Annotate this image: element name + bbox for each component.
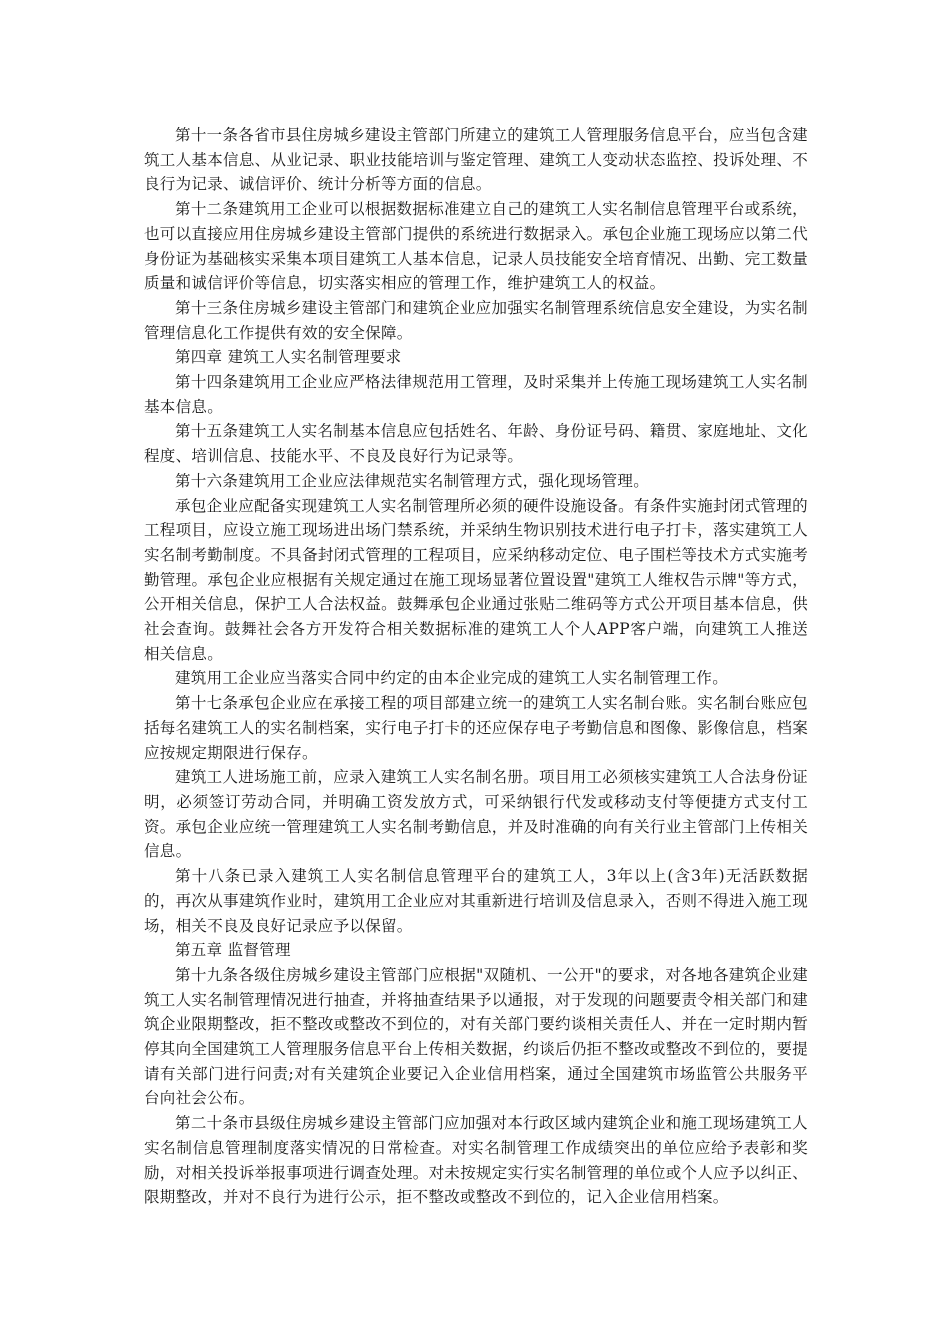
- article-16-paragraph-2: 承包企业应配备实现建筑工人实名制管理所必须的硬件设施设备。有条件实施封闭式管理的工程项目，应设立施工现场进出场门禁系统，并采纳生物识别技术进行电子打卡，落实建筑工人实名制考勤制度。不具备封闭式管理的工程项目，应采纳移动定位、电子围栏等技术方式实施考勤管理。承包企业应根据有关规定通过在施工现场显著位置设置"建筑工人维权告示牌"等方式，公开相关信息，保护工人合法权益。鼓舞承包企业通过张贴二维码等方式公开项目基本信息，供社会查询。鼓舞社会各方开发符合相关数据标准的建筑工人个人APP客户端，向建筑工人推送相关信息。: [144, 496, 808, 663]
- article-15: 第十五条建筑工人实名制基本信息应包括姓名、年龄、身份证号码、籍贯、家庭地址、文化程度、培训信息、技能水平、不良及良好行为记录等。: [144, 422, 808, 466]
- chapter-5-heading: 第五章 监督管理: [175, 941, 291, 960]
- article-13: 第十三条住房城乡建设主管部门和建筑企业应加强实名制管理系统信息安全建设，为实名制管理信息化工作提供有效的安全保障。: [144, 298, 808, 342]
- article-19: 第十九条各级住房城乡建设主管部门应根据"双随机、一公开"的要求，对各地各建筑企业建筑工人实名制管理情况进行抽查，并将抽查结果予以通报，对于发现的问题要责令相关部门和建筑企业限期整改，拒不整改或整改不到位的，对有关部门要约谈相关责任人、并在一定时期内暂停其向全国建筑工人管理服务信息平台上传相关数据，约谈后仍拒不整改或整改不到位的，要提请有关部门进行问责;对有关建筑企业要记入企业信用档案，通过全国建筑市场监管公共服务平台向社会公布。: [144, 965, 808, 1108]
- article-14: 第十四条建筑用工企业应严格法律规范用工管理，及时采集并上传施工现场建筑工人实名制基本信息。: [144, 373, 808, 416]
- chapter-4-heading: 第四章 建筑工人实名制管理要求: [175, 348, 402, 367]
- article-16-paragraph-3: 建筑用工企业应当落实合同中约定的由本企业完成的建筑工人实名制管理工作。: [175, 669, 729, 688]
- article-17-paragraph-2: 建筑工人进场施工前，应录入建筑工人实名制名册。项目用工必须核实建筑工人合法身份证明，必须签订劳动合同，并明确工资发放方式，可采纳银行代发或移动支付等便捷方式支付工资。承包企业应统一管理建筑工人实名制考勤信息，并及时准确的向有关行业主管部门上传相关信息。: [144, 768, 808, 861]
- article-16: 第十六条建筑用工企业应法律规范实名制管理方式，强化现场管理。: [175, 471, 650, 490]
- article-18: 第十八条已录入建筑工人实名制信息管理平台的建筑工人，3年以上(含3年)无活跃数据的，再次从事建筑作业时，建筑用工企业应对其重新进行培训及信息录入，否则不得进入施工现场，相关不良及良好记录应予以保留。: [144, 867, 808, 935]
- document-body: [144, 123, 808, 1210]
- article-17: 第十七条承包企业应在承接工程的项目部建立统一的建筑工人实名制台账。实名制台账应包括每名建筑工人的实名制档案，实行电子打卡的还应保存电子考勤信息和图像、影像信息，档案应按规定期限进行保存。: [144, 694, 808, 762]
- article-12: 第十二条建筑用工企业可以根据数据标准建立自己的建筑工人实名制信息管理平台或系统，也可以直接应用住房城乡建设主管部门提供的系统进行数据录入。承包企业施工现场应以第二代身份证为基础核实采集本项目建筑工人基本信息，记录人员技能安全培育情况、出勤、完工数量质量和诚信评价等信息，切实落实相应的管理工作，维护建筑工人的权益。: [144, 200, 808, 293]
- article-20: 第二十条市县级住房城乡建设主管部门应加强对本行政区域内建筑企业和施工现场建筑工人实名制信息管理制度落实情况的日常检查。对实名制管理工作成绩突出的单位应给予表彰和奖励，对相关投诉举报事项进行调查处理。对未按规定实行实名制管理的单位或个人应予以纠正、限期整改，并对不良行为进行公示，拒不整改或整改不到位的，记入企业信用档案。: [144, 1114, 808, 1207]
- article-11: 第十一条各省市县住房城乡建设主管部门所建立的建筑工人管理服务信息平台，应当包含建筑工人基本信息、从业记录、职业技能培训与鉴定管理、建筑工人变动状态监控、投诉处理、不良行为记录、诚信评价、统计分析等方面的信息。: [144, 126, 808, 194]
